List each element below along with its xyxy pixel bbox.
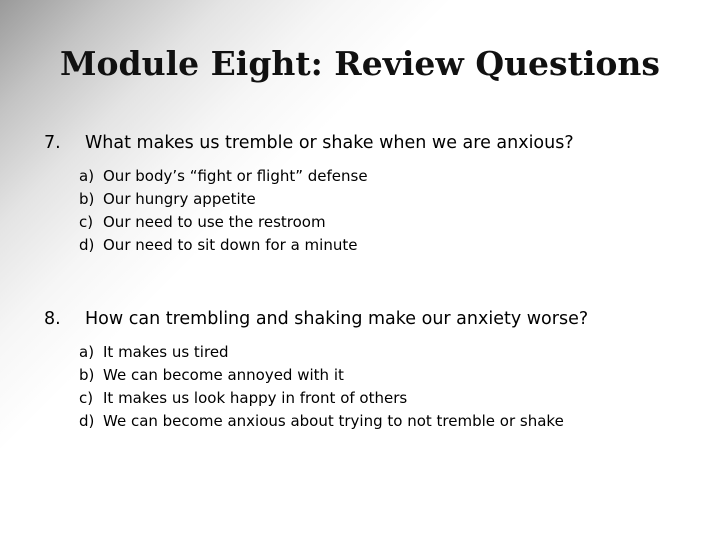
- option-d: [79, 234, 368, 257]
- question-7: [44, 133, 574, 153]
- option-letter: b): [79, 190, 95, 208]
- question-number: 8.: [44, 309, 61, 329]
- option-c: [79, 211, 368, 234]
- question-text: What makes us tremble or shake when we are anxious?: [85, 133, 574, 153]
- option-letter: c): [79, 389, 94, 407]
- option-text: Our need to sit down for a minute: [103, 236, 358, 254]
- question-8: [44, 309, 588, 329]
- option-text: It makes us look happy in front of others: [103, 389, 408, 407]
- option-text: Our need to use the restroom: [103, 213, 326, 231]
- question-number: 7.: [44, 133, 61, 153]
- option-letter: a): [79, 167, 95, 185]
- option-text: We can become anxious about trying to not tremble or shake: [103, 412, 564, 430]
- option-d: [79, 410, 564, 433]
- option-a: [79, 341, 564, 364]
- option-b: [79, 364, 564, 387]
- option-text: We can become annoyed with it: [103, 366, 344, 384]
- option-text: Our hungry appetite: [103, 190, 256, 208]
- option-text: Our body’s “fight or flight” defense: [103, 167, 368, 185]
- option-letter: d): [79, 412, 95, 430]
- question-text: How can trembling and shaking make our anxiety worse?: [85, 309, 589, 329]
- option-b: [79, 188, 368, 211]
- option-letter: d): [79, 236, 95, 254]
- option-c: [79, 387, 564, 410]
- question-7-options: [79, 165, 368, 257]
- question-8-options: [79, 341, 564, 433]
- option-a: [79, 165, 368, 188]
- option-text: It makes us tired: [103, 343, 229, 361]
- option-letter: a): [79, 343, 95, 361]
- option-letter: c): [79, 213, 94, 231]
- slide-title: Module Eight: Review Questions: [60, 44, 660, 83]
- option-letter: b): [79, 366, 95, 384]
